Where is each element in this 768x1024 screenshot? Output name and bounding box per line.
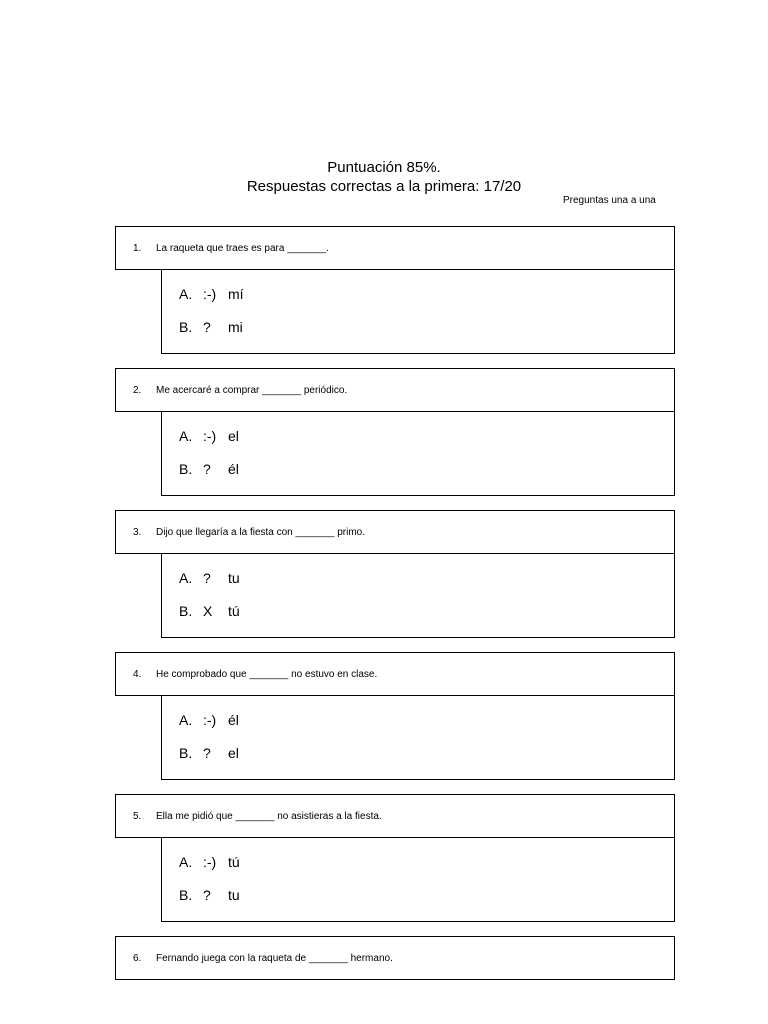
question-number: 5.: [133, 810, 142, 822]
option-letter: A.: [179, 854, 193, 870]
result-mark: ?: [203, 461, 211, 477]
answer-option[interactable]: [179, 570, 240, 586]
result-mark: :-): [203, 428, 217, 444]
answer-options-box: [161, 270, 675, 354]
option-answer: mi: [228, 319, 243, 335]
result-mark: ?: [203, 887, 211, 903]
option-letter: B.: [179, 319, 193, 335]
question-prompt-box: [115, 226, 675, 270]
option-letter: B.: [179, 745, 193, 761]
question-block: [115, 936, 675, 980]
answer-option[interactable]: [179, 286, 244, 302]
question-block: [115, 794, 675, 922]
answer-option[interactable]: [179, 745, 239, 761]
option-letter: A.: [179, 286, 193, 302]
answer-options-box: [161, 696, 675, 780]
answer-option[interactable]: [179, 319, 243, 335]
question-mode-note: Preguntas una a una: [563, 195, 656, 206]
result-mark: ?: [203, 745, 211, 761]
option-letter: B.: [179, 887, 193, 903]
result-mark: :-): [203, 712, 217, 728]
result-mark: X: [203, 603, 213, 619]
answer-option[interactable]: [179, 428, 239, 444]
option-letter: A.: [179, 570, 193, 586]
answer-options-box: [161, 554, 675, 638]
option-letter: A.: [179, 712, 193, 728]
question-text: Dijo que llegaría a la fiesta con _______ primo.: [156, 526, 366, 538]
question-text: Ella me pidió que _______ no asistieras a la fiesta.: [156, 810, 382, 822]
option-letter: B.: [179, 603, 193, 619]
answer-option[interactable]: [179, 712, 239, 728]
result-mark: ?: [203, 319, 211, 335]
option-letter: B.: [179, 461, 193, 477]
answer-option[interactable]: [179, 854, 240, 870]
answer-options-box: [161, 838, 675, 922]
result-mark: :-): [203, 854, 217, 870]
question-text: Fernando juega con la raqueta de _______ hermano.: [156, 952, 393, 964]
option-answer: el: [228, 428, 239, 444]
question-number: 1.: [133, 242, 142, 254]
option-answer: tu: [228, 570, 240, 586]
question-prompt-box: [115, 510, 675, 554]
answer-option[interactable]: [179, 603, 240, 619]
option-letter: A.: [179, 428, 193, 444]
question-text: Me acercaré a comprar _______ periódico.: [156, 384, 348, 396]
correct-answers-text: Respuestas correctas a la primera: 17/20: [246, 178, 522, 195]
question-prompt-box: [115, 936, 675, 980]
question-text: He comprobado que _______ no estuvo en clase.: [156, 668, 378, 680]
answer-option[interactable]: [179, 887, 240, 903]
option-answer: él: [228, 712, 239, 728]
question-number: 4.: [133, 668, 142, 680]
option-answer: tu: [228, 887, 240, 903]
results-header: [0, 158, 768, 196]
option-answer: tú: [228, 854, 240, 870]
question-prompt-box: [115, 368, 675, 412]
question-block: [115, 368, 675, 496]
answer-options-box: [161, 412, 675, 496]
option-answer: él: [228, 461, 239, 477]
answer-option[interactable]: [179, 461, 239, 477]
option-answer: mí: [228, 286, 244, 302]
option-answer: tú: [228, 603, 240, 619]
question-number: 3.: [133, 526, 142, 538]
question-prompt-box: [115, 652, 675, 696]
score-text: Puntuación 85%.: [327, 159, 441, 176]
option-answer: el: [228, 745, 239, 761]
question-text: La raqueta que traes es para _______.: [156, 242, 329, 254]
question-block: [115, 226, 675, 354]
question-number: 2.: [133, 384, 142, 396]
question-number: 6.: [133, 952, 142, 964]
question-block: [115, 510, 675, 638]
question-block: [115, 652, 675, 780]
question-prompt-box: [115, 794, 675, 838]
result-mark: :-): [203, 286, 217, 302]
result-mark: ?: [203, 570, 211, 586]
